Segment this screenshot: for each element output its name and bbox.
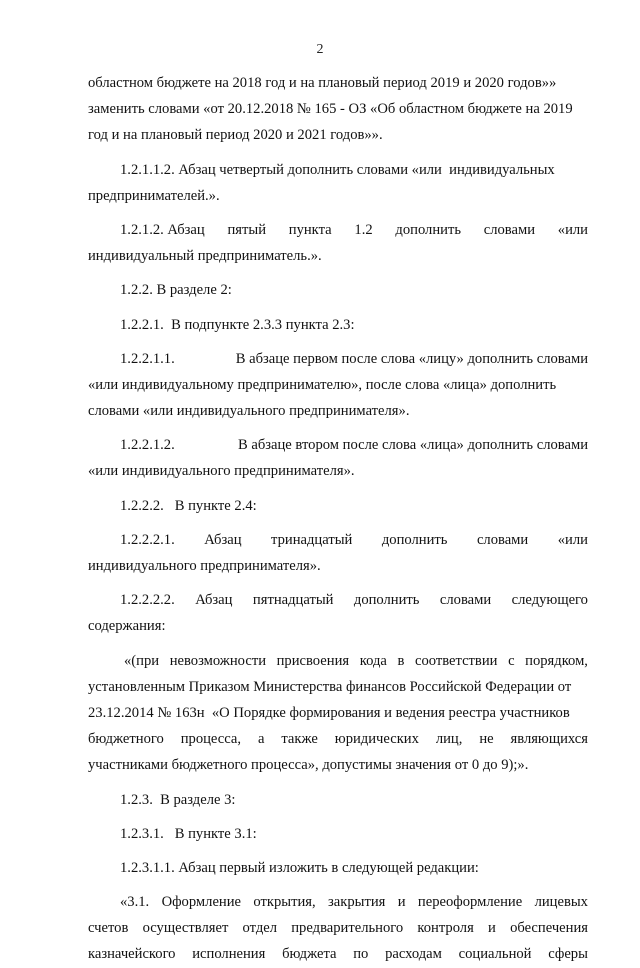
text-line — [88, 648, 588, 674]
word: пятнадцатый — [252, 592, 334, 609]
text-line: словами «или индивидуального предпринимателя». — [88, 403, 410, 420]
word: контроля — [417, 920, 474, 937]
text-line: индивидуальный предприниматель.». — [88, 248, 322, 265]
word: сферы — [548, 946, 588, 963]
word: дополнить — [353, 592, 420, 609]
text-line — [88, 527, 588, 553]
word: также — [281, 731, 318, 748]
word: юридических — [334, 731, 419, 748]
word: пункта — [288, 221, 332, 238]
text-line: 1.2.2.2. В пункте 2.4: — [120, 497, 257, 514]
word: по — [353, 946, 369, 963]
word: словами — [439, 592, 492, 609]
text-line: областном бюджете на 2018 год и на плановый период 2019 и 2020 годов»» — [88, 75, 557, 91]
word: с — [508, 652, 515, 669]
word: кода — [359, 652, 387, 669]
word: 1.2.2.1.2. — [120, 437, 175, 454]
text-line — [88, 941, 588, 967]
text-line: участниками бюджетного процесса», допустимы значения от 0 до 9);». — [88, 757, 529, 774]
text-line — [88, 346, 588, 372]
word: тринадцатый — [271, 531, 353, 548]
text-line: заменить словами «от 20.12.2018 № 165 - ОЗ «Об областном бюджете на 2019 — [88, 101, 573, 118]
word: счетов — [88, 920, 129, 937]
word: лиц, — [435, 731, 463, 748]
text-line: индивидуального предпринимателя». — [88, 558, 321, 574]
text-line: 23.12.2014 № 163н «О Порядке формирования и ведения реестра участников — [88, 704, 570, 721]
word: «или — [557, 531, 588, 548]
text-line: 1.2.3.1.1. Абзац первый изложить в следующей редакции: — [120, 859, 479, 876]
text-line — [88, 889, 588, 915]
text-line: год и на плановый период 2020 и 2021 годов»». — [88, 127, 383, 144]
word: Абзац — [195, 592, 233, 609]
word: закрытия — [328, 894, 386, 911]
word: «или — [557, 221, 588, 238]
word: бюджета — [282, 946, 337, 963]
word: «3.1. — [120, 894, 150, 911]
text-line — [88, 432, 588, 458]
text-line: 1.2.1.1.2. Абзац четвертый дополнить словами «или индивидуальных — [120, 161, 555, 178]
page-number: 2 — [316, 42, 324, 57]
word: лицевых — [534, 894, 588, 911]
word: В абзаце первом после слова «лицу» дополнить словами — [235, 350, 588, 367]
text-line: предпринимателей.». — [88, 187, 220, 204]
word: являющихся — [510, 731, 588, 748]
word: невозможности — [169, 652, 267, 669]
word: соответствии — [414, 652, 498, 669]
word: следующего — [511, 592, 588, 609]
text-line — [88, 726, 588, 752]
word: 1.2.2.2.1. — [120, 531, 175, 548]
document-body — [88, 70, 588, 968]
word: 1.2.1.2. Абзац — [120, 221, 205, 238]
text-line: «или индивидуальному предпринимателю», после слова «лица» дополнить — [88, 376, 557, 393]
word: 1.2.2.2.2. — [120, 592, 175, 609]
word: не — [479, 731, 494, 748]
word: Оформление — [161, 894, 242, 911]
word: в — [397, 652, 405, 669]
word: дополнить — [381, 531, 448, 548]
word: переоформление — [417, 894, 523, 911]
text-line: «или индивидуального предпринимателя». — [88, 463, 355, 480]
word: осуществляет — [142, 920, 229, 937]
word: социальной — [458, 946, 532, 963]
text-line — [88, 587, 588, 613]
word: В абзаце втором после слова «лица» дополнить словами — [237, 437, 588, 454]
word: обеспечения — [510, 920, 588, 937]
word: словами — [476, 531, 529, 548]
word: Абзац — [204, 531, 242, 548]
word: бюджетного — [88, 731, 164, 748]
word: отдел — [242, 920, 278, 937]
word: процесса, — [180, 731, 242, 748]
word: пятый — [227, 221, 266, 238]
word: порядком, — [525, 652, 588, 669]
text-line: 1.2.2. В разделе 2: — [120, 282, 232, 299]
word: исполнения — [192, 946, 266, 963]
word: и — [488, 920, 496, 937]
word: «(при — [124, 652, 160, 669]
text-line — [88, 217, 588, 243]
word: 1.2.2.1.1. — [120, 350, 175, 367]
text-line: 1.2.3.1. В пункте 3.1: — [120, 825, 257, 842]
text-line — [88, 915, 588, 941]
word: казначейского — [88, 946, 176, 963]
word: 1.2 — [354, 221, 373, 238]
word: расходам — [385, 946, 442, 963]
word: присвоения — [276, 652, 350, 669]
word: дополнить — [395, 221, 461, 238]
word: а — [257, 731, 265, 748]
word: предварительного — [291, 920, 404, 937]
word: и — [397, 894, 406, 911]
word: словами — [483, 221, 536, 238]
word: открытия, — [253, 894, 316, 911]
text-line: 1.2.2.1. В подпункте 2.3.3 пункта 2.3: — [120, 316, 355, 333]
text-line: установленным Приказом Министерства финансов Российской Федерации от — [88, 678, 572, 695]
text-line: 1.2.3. В разделе 3: — [120, 791, 236, 808]
text-line: содержания: — [88, 618, 166, 635]
